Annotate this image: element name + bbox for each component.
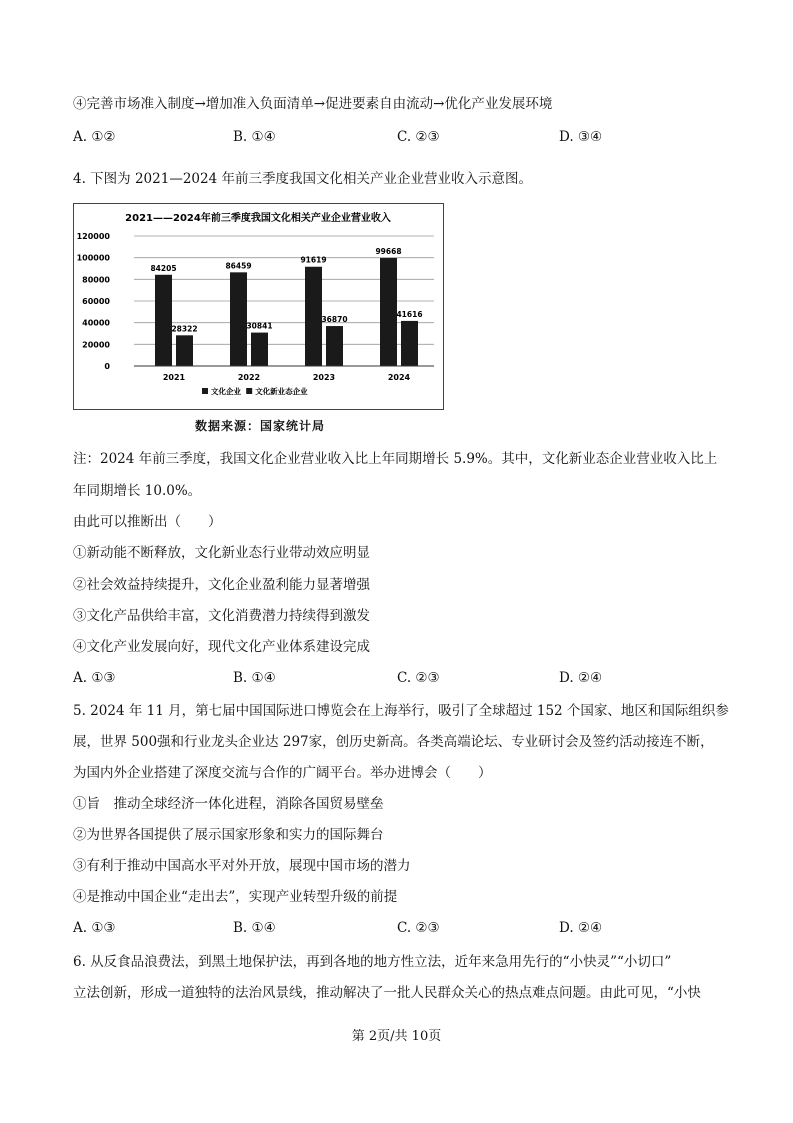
q4-choice-b[interactable]: B. ①④ [233,670,276,686]
data-label: 99668 [375,247,402,257]
bar-1 [176,335,193,366]
chart-bars [150,247,422,366]
q3-choice-d[interactable]: D. ③④ [559,129,603,145]
y-tick-label: 60000 [82,297,110,306]
q5-option-3: ③有利于推动中国高水平对外开放，展现中国市场的潜力 [73,858,411,874]
y-tick-label: 20000 [82,340,110,350]
legend-swatch [246,388,252,394]
q6-stem-line-2: 立法创新，形成一道独特的法治风景线，推动解决了一批人民群众关心的热点难点问题。由此可见，“小快 [73,985,701,1001]
q5-stem-line-2: 展，世界 500强和行业龙头企业达 297家，创历史新高。各类高端论坛、专业研讨会及签约活动接连不断， [73,734,714,750]
q3-choice-a[interactable]: A. ①② [73,129,116,145]
q4-option-2: ②社会效益持续提升，文化企业盈利能力显著增强 [73,577,370,593]
q5-choice-a[interactable]: A. ①③ [73,920,116,936]
bar-1 [326,326,343,366]
data-label: 36870 [321,315,348,325]
q4-stem: 4. 下图为 2021—2024 年前三季度我国文化相关产业企业营业收入示意图。 [73,171,532,187]
q4-option-4: ④文化产业发展向好，现代文化产业体系建设完成 [73,639,370,655]
data-label: 91619 [300,255,327,265]
q5-choice-c[interactable]: C. ②③ [397,920,440,936]
y-tick-label: 80000 [82,275,110,285]
q4-note-line-2: 年同期增长 10.0%。 [73,483,202,499]
q4-option-1: ①新动能不断释放，文化新业态行业带动效应明显 [73,545,370,561]
q5-choices [73,918,723,938]
x-tick-label: 2024 [387,373,411,382]
x-tick-label: 2023 [312,373,336,382]
chart-source: 数据来源：国家统计局 [195,419,326,433]
data-label: 30841 [246,321,273,331]
data-label: 86459 [225,261,252,271]
bar-1 [251,333,268,366]
q3-choices [73,127,723,147]
data-label: 28322 [171,324,198,334]
bar-0 [305,267,322,366]
legend-swatch [202,388,208,394]
q5-option-4: ④是推动中国企业“走出去”，实现产业转型升级的前提 [73,889,398,905]
q5-stem-line-3: 为国内外企业搭建了深度交流与合作的广阔平台。举办进博会（ ） [73,765,492,781]
data-label: 84205 [150,263,177,273]
page-footer: 第 2页/共 10页 [351,1029,442,1044]
legend-label: 文化企业 [211,387,241,396]
legend-label: 文化新业态企业 [255,387,308,396]
bar-0 [380,258,397,366]
y-tick-label: 120000 [76,232,110,241]
q5-stem-line-1: 5. 2024 年 11 月，第七届中国国际进口博览会在上海举行，吸引了全球超过 152 个国家、地区和国际组织参 [73,703,729,719]
q3-option-4: ④完善市场准入制度→增加准入负面清单→促进要素自由流动→优化产业发展环境 [73,96,553,112]
q4-choice-d[interactable]: D. ②④ [559,670,603,686]
q5-choice-d[interactable]: D. ②④ [559,920,603,936]
chart-legend [202,386,308,396]
bar-0 [155,275,172,366]
q5-choice-b[interactable]: B. ①④ [233,920,276,936]
revenue-chart [73,203,444,410]
q6-stem-line-1: 6. 从反食品浪费法，到黑土地保护法，再到各地的地方性立法，近年来急用先行的“小快灵”“小切口” [73,954,672,970]
y-tick-label: 100000 [76,253,110,263]
q4-note-line-1: 注：2024 年前三季度，我国文化企业营业收入比上年同期增长 5.9%。其中，文化新业态企业营业收入比上 [73,451,718,467]
revenue-chart-svg [74,204,443,409]
q4-prompt: 由此可以推断出（ ） [73,514,222,530]
chart-title: 2021——2024年前三季度我国文化相关产业企业营业收入 [125,213,391,224]
q5-option-2: ②为世界各国提供了展示国家形象和实力的国际舞台 [73,827,384,843]
bar-0 [230,272,247,366]
q3-choice-c[interactable]: C. ②③ [397,129,440,145]
q4-choice-a[interactable]: A. ①③ [73,670,116,686]
data-label: 41616 [396,309,423,319]
q4-choice-c[interactable]: C. ②③ [397,670,440,686]
q4-choices [73,668,723,688]
x-tick-label: 2021 [162,373,186,382]
q5-option-1: ①旨 推动全球经济一体化进程，消除各国贸易壁垒 [73,796,384,812]
y-tick-label: 0 [104,362,110,371]
bar-1 [401,321,418,366]
q3-choice-b[interactable]: B. ①④ [233,129,276,145]
y-tick-label: 40000 [82,318,110,328]
x-tick-label: 2022 [237,373,261,382]
q4-option-3: ③文化产品供给丰富，文化消费潜力持续得到激发 [73,608,370,624]
